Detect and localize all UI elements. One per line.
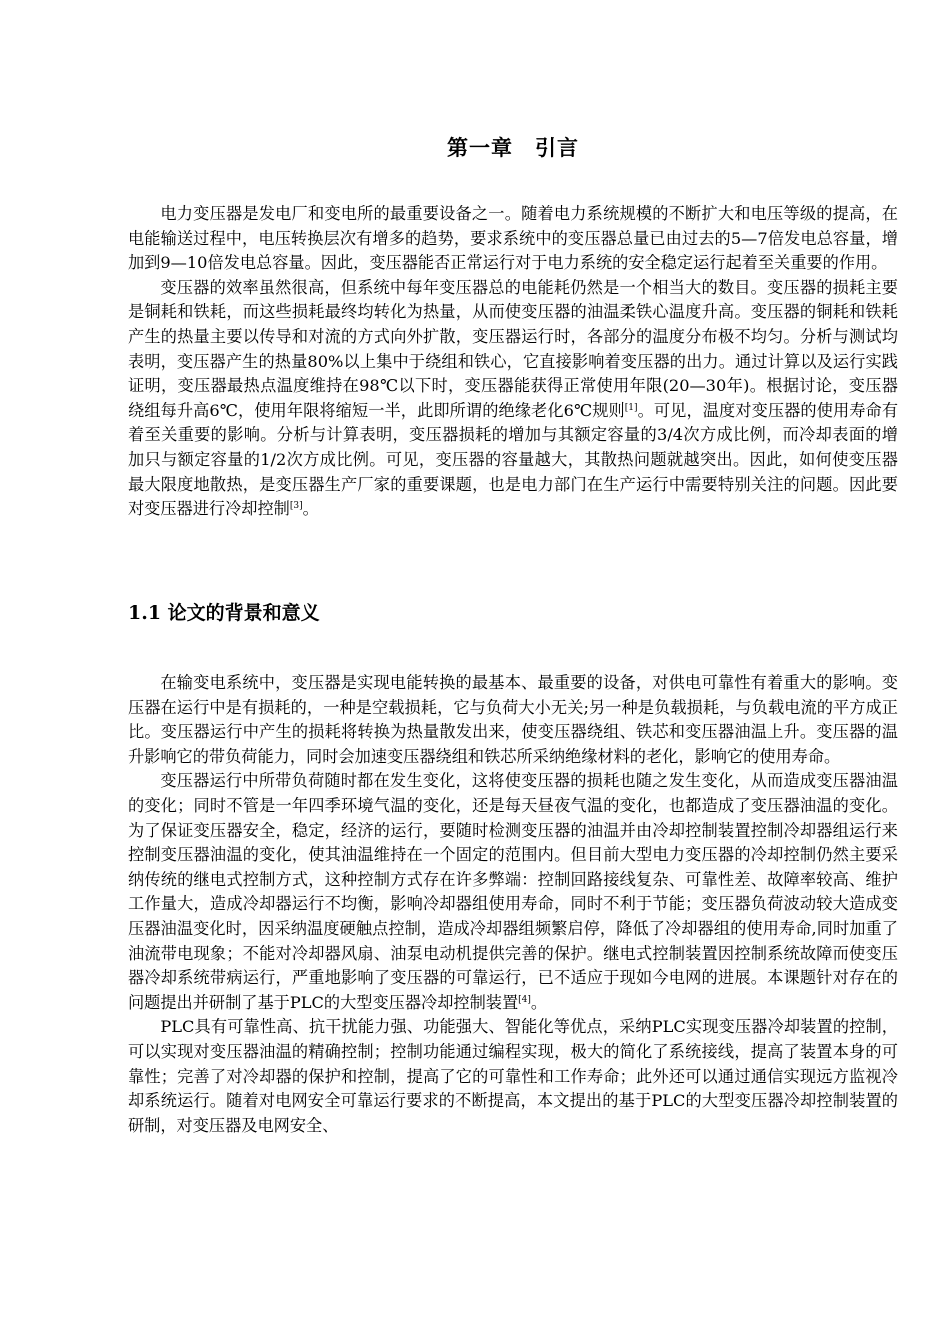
section-body (128, 671, 898, 1138)
chapter-title: 第一章 引言 (447, 135, 579, 160)
intro-paragraph-2-text-b: 。可见，温度对变压器的使用寿命有着至关重要的影响。分析与计算表明，变压器损耗的增加与其额定容量的3/4次方成比例，而冷却表面的增加只与额定容量的1/2次方成比例。可见，变压器的容量越大，其散热问题就越突出。因此，如何使变压器最大限度地散热，是变压器生产厂家的重要课题，也是电力部门在生产运行中需要特别关注的问题。因此要对变压器进行冷却控制 (128, 400, 899, 519)
section-title: 1.1 论文的背景和意义 (128, 602, 320, 624)
section-paragraph-2-text-b: 。 (530, 992, 548, 1012)
section-paragraph-2 (128, 769, 898, 1015)
intro-paragraph-2 (128, 276, 898, 522)
citation-1: [1] (624, 402, 638, 413)
section-paragraph-3: PLC具有可靠性高、抗干扰能力强、功能强大、智能化等优点，采纳PLC实现变压器冷却装置的控制，可以实现对变压器油温的精确控制；控制功能通过编程实现，极大的简化了系统接线，提高了装置本身的可靠性；完善了对冷却器的保护和控制，提高了它的可靠性和工作寿命；此外还可以通过通信实现远方监视冷却系统运行。随着对电网安全可靠运行要求的不断提高，本文提出的基于PLC的大型变压器冷却控制装置的研制，对变压器及电网安全、 (128, 1017, 898, 1135)
citation-4: [4] (518, 994, 531, 1005)
citation-3: [3] (289, 501, 303, 512)
intro-paragraph-2-text-a: 变压器的效率虽然很高，但系统中每年变压器总的电能耗仍然是一个相当大的数目。变压器的损耗主要是铜耗和铁耗，而这些损耗最终均转化为热量，从而使变压器的油温柔铁心温度升高。变压器的铜耗和铁耗产生的热量主要以传导和对流的方式向外扩散，变压器运行时，各部分的温度分布极不均匀。分析与测试均表明，变压器产生的热量80%以上集中于绕组和铁心，它直接影响着变压器的出力。通过计算以及运行实践证明，变压器最热点温度维持在98℃以下时，变压器能获得正常使用年限(20—30年)。根据讨论，变压器绕组每升高6℃，使用年限将缩短一半，此即所谓的绝缘老化6℃规则 (128, 277, 898, 420)
section-paragraph-2-text-a: 变压器运行中所带负荷随时都在发生变化，这将使变压器的损耗也随之发生变化，从而造成变压器油温的变化；同时不管是一年四季环境气温的变化，还是每天昼夜气温的变化，也都造成了变压器油温的变化。为了保证变压器安全，稳定，经济的运行，要随时检测变压器的油温并由冷却控制装置控制冷却器组运行来控制变压器油温的变化，使其油温维持在一个固定的范围内。但目前大型电力变压器的冷却控制仍然主要采纳传统的继电式控制方式，这种控制方式存在许多弊端：控制回路接线复杂、可靠性差、故障率较高、维护工作量大，造成冷却器运行不均衡，影响冷却器组使用寿命，同时不利于节能；变压器负荷波动较大造成变压器油温变化时，因采纳温度硬触点控制，造成冷却器组频繁启停，降低了冷却器组的使用寿命,同时加重了油流带电现象；不能对冷却器风扇、油泵电动机提供完善的保护。继电式控制装置因控制系统故障而使变压器冷却系统带病运行，严重地影响了变压器的可靠运行，已不适应于现如今电网的进展。本课题针对存在的问题提出并研制了基于PLC的大型变压器冷却控制装置 (128, 771, 898, 1012)
intro-body (128, 202, 898, 522)
section-paragraph-1: 在输变电系统中，变压器是实现电能转换的最基本、最重要的设备，对供电可靠性有着重大的影响。变压器在运行中是有损耗的，一种是空载损耗，它与负荷大小无关;另一种是负载损耗，与负载电流的平方成正比。变压器运行中产生的损耗将转换为热量散发出来，使变压器绕组、铁芯和变压器油温上升。变压器的温升影响它的带负荷能力，同时会加速变压器绕组和铁芯所采纳绝缘材料的老化，影响它的使用寿命。 (128, 673, 898, 766)
intro-paragraph-2-text-c: 。 (302, 499, 319, 519)
intro-paragraph-1: 电力变压器是发电厂和变电所的最重要设备之一。随着电力系统规模的不断扩大和电压等级的提高，在电能输送过程中，电压转换层次有增多的趋势，要求系统中的变压器总量已由过去的5—7倍发电总容量，增加到9—10倍发电总容量。因此，变压器能否正常运行对于电力系统的安全稳定运行起着至关重要的作用。 (128, 204, 898, 273)
